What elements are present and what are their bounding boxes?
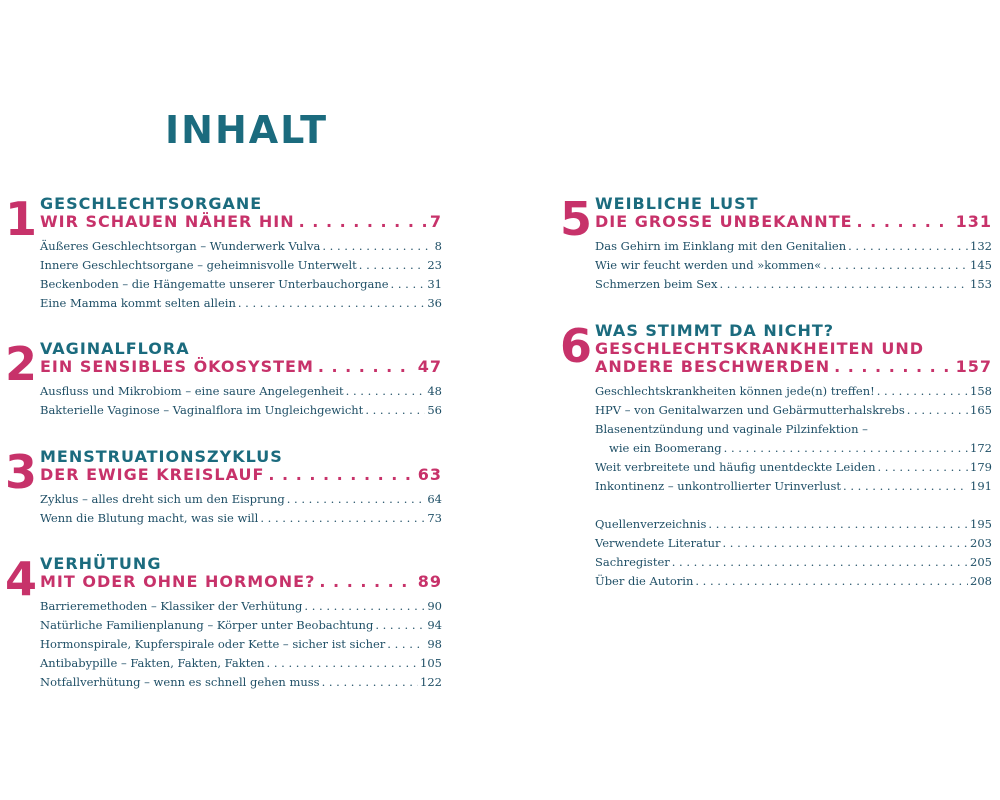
chapter-subtitle: DER EWIGE KREISLAUF: [40, 465, 265, 484]
dot-leader: [238, 294, 426, 313]
chapter-heading[interactable]: [40, 448, 442, 484]
chapter-title-line2: [595, 358, 992, 376]
entry-label: Wenn die Blutung macht, was sie will: [40, 511, 259, 525]
entry-page-number: 98: [427, 637, 442, 651]
chapter-entries: [40, 237, 442, 313]
toc-entry[interactable]: [40, 294, 442, 313]
entry-label: Das Gehirn im Einklang mit den Genitalien: [595, 239, 847, 253]
toc-entry[interactable]: [595, 237, 992, 256]
dot-leader: [695, 572, 968, 591]
toc-entry[interactable]: [40, 597, 442, 616]
entry-page-number: 31: [427, 277, 442, 291]
chapter-page-number: 7: [429, 212, 442, 231]
dot-leader: [724, 439, 968, 458]
chapter-title-line2: [40, 573, 442, 591]
dot-leader: [877, 382, 968, 401]
dot-leader: [823, 256, 968, 275]
dot-leader: [268, 466, 413, 484]
entry-page-number: 191: [970, 479, 992, 493]
chapter-heading[interactable]: [40, 555, 442, 591]
entry-label: Wie wir feucht werden und »kommen«: [595, 258, 822, 272]
dot-leader: [299, 213, 426, 231]
entry-page-number: 195: [970, 517, 992, 531]
toc-entry[interactable]: [595, 515, 992, 534]
dot-leader: [719, 275, 968, 294]
chapter-subtitle: MIT ODER OHNE HORMONE?: [40, 572, 316, 591]
entry-page-number: 90: [427, 599, 442, 613]
chapter-title-line1: GESCHLECHTSORGANE: [40, 194, 263, 213]
toc-entry[interactable]: [40, 256, 442, 275]
entry-label: Verwendete Literatur: [595, 536, 721, 550]
chapter-entries: [595, 382, 992, 496]
chapter-subtitle: EIN SENSIBLES ÖKOSYSTEM: [40, 357, 314, 376]
entry-page-number: 64: [427, 492, 442, 506]
chapter-number: 3: [5, 445, 38, 499]
dot-leader: [877, 458, 968, 477]
dot-leader: [708, 515, 968, 534]
entry-page-number: 23: [427, 258, 442, 272]
entry-label: Quellenverzeichnis: [595, 517, 707, 531]
chapter-heading[interactable]: [595, 322, 992, 376]
chapter-number: 2: [5, 337, 38, 391]
toc-entry[interactable]: [40, 616, 442, 635]
chapter-title-line1: VERHÜTUNG: [40, 554, 162, 573]
entry-label: Blasenentzündung und vaginale Pilzinfektion –: [595, 422, 868, 436]
chapter-entries: [40, 382, 442, 420]
chapter-number: 4: [5, 552, 38, 606]
dot-leader: [319, 573, 413, 591]
toc-entry[interactable]: [40, 275, 442, 294]
toc-entry[interactable]: [595, 275, 992, 294]
page-title: INHALT: [165, 108, 328, 152]
chapter-number: 6: [560, 319, 593, 373]
toc-entry[interactable]: [595, 572, 992, 591]
chapter-page-number: 131: [955, 212, 992, 231]
entry-page-number: 36: [427, 296, 442, 310]
entry-page-number: 153: [970, 277, 992, 291]
chapter-title-line1b: GESCHLECHTSKRANKHEITEN UND: [595, 339, 925, 358]
entry-page-number: 48: [427, 384, 442, 398]
entry-page-number: 73: [427, 511, 442, 525]
entry-label: HPV – von Genitalwarzen und Gebärmutterhalskrebs: [595, 403, 905, 417]
chapter-title-line2: [40, 358, 442, 376]
entry-label: Inkontinenz – unkontrollierter Urinverlust: [595, 479, 842, 493]
chapter-title-line2: [40, 466, 442, 484]
chapter-heading[interactable]: [40, 195, 442, 231]
dot-leader: [387, 635, 425, 654]
chapter-title-line2: [595, 213, 992, 231]
entry-label: Weit verbreitete und häufig unentdeckte Leiden: [595, 460, 876, 474]
chapter-title-line1: VAGINALFLORA: [40, 339, 190, 358]
chapter-subtitle: WIR SCHAUEN NÄHER HIN: [40, 212, 295, 231]
entry-label: Zyklus – alles dreht sich um den Eisprung: [40, 492, 285, 506]
dot-leader: [391, 275, 426, 294]
entry-page-number: 179: [970, 460, 992, 474]
dot-leader: [857, 213, 952, 231]
dot-leader: [672, 553, 968, 572]
chapter-entries: [40, 490, 442, 528]
dot-leader: [322, 673, 418, 692]
dot-leader: [260, 509, 425, 528]
dot-leader: [722, 534, 968, 553]
toc-entry[interactable]: [40, 382, 442, 401]
chapter-page-number: 47: [417, 357, 442, 376]
chapter-subtitle: DIE GROSSE UNBEKANNTE: [595, 212, 853, 231]
toc-entry[interactable]: [595, 420, 992, 439]
entry-label: Ausfluss und Mikrobiom – eine saure Angelegenheit: [40, 384, 344, 398]
toc-entry[interactable]: [595, 439, 992, 458]
chapter-number: 5: [560, 192, 593, 246]
entry-page-number: 8: [434, 239, 442, 253]
toc-entry[interactable]: [40, 654, 442, 673]
toc-entry[interactable]: [595, 458, 992, 477]
dot-leader: [843, 477, 968, 496]
chapter-title-line1: WEIBLICHE LUST: [595, 194, 759, 213]
chapter-entries: [40, 597, 442, 692]
dot-leader: [318, 358, 414, 376]
toc-entry[interactable]: [40, 673, 442, 692]
dot-leader: [287, 490, 426, 509]
entry-page-number: 105: [420, 656, 442, 670]
entry-label: Bakterielle Vaginose – Vaginalflora im Ungleichgewicht: [40, 403, 364, 417]
chapter-heading[interactable]: [595, 195, 992, 231]
entry-label: Sachregister: [595, 555, 670, 569]
toc-entry[interactable]: [40, 237, 442, 256]
toc-entry[interactable]: [40, 635, 442, 654]
chapter-title-line1: WAS STIMMT DA NICHT?: [595, 321, 835, 340]
entry-page-number: 56: [427, 403, 442, 417]
entry-page-number: 132: [970, 239, 992, 253]
toc-entry[interactable]: [595, 534, 992, 553]
dot-leader: [267, 654, 419, 673]
chapter-page-number: 63: [417, 465, 442, 484]
chapter-title-line1: MENSTRUATIONSZYKLUS: [40, 447, 283, 466]
entry-page-number: 94: [427, 618, 442, 632]
chapter-heading[interactable]: [40, 340, 442, 376]
appendix-entries: [595, 515, 992, 591]
entry-page-number: 145: [970, 258, 992, 272]
entry-page-number: 158: [970, 384, 992, 398]
dot-leader: [359, 256, 426, 275]
dot-leader: [907, 401, 968, 420]
toc-entry[interactable]: [595, 401, 992, 420]
toc-entry[interactable]: [595, 553, 992, 572]
entry-label: Geschlechtskrankheiten können jede(n) treffen!: [595, 384, 875, 398]
toc-entry[interactable]: [595, 382, 992, 401]
entry-label: Antibabypille – Fakten, Fakten, Fakten: [40, 656, 265, 670]
dot-leader: [848, 237, 968, 256]
entry-page-number: 122: [420, 675, 442, 689]
dot-leader: [346, 382, 426, 401]
dot-leader: [365, 401, 425, 420]
entry-label: wie ein Boomerang: [609, 441, 722, 455]
chapter-subtitle: ANDERE BESCHWERDEN: [595, 357, 831, 376]
entry-label: Barrieremethoden – Klassiker der Verhütung: [40, 599, 303, 613]
entry-label: Über die Autorin: [595, 574, 694, 588]
chapter-number: 1: [5, 192, 38, 246]
entry-page-number: 203: [970, 536, 992, 550]
toc-entry[interactable]: [40, 509, 442, 528]
dot-leader: [304, 597, 425, 616]
entry-label: Äußeres Geschlechtsorgan – Wunderwerk Vulva: [40, 239, 321, 253]
toc-entry[interactable]: [595, 477, 992, 496]
entry-label: Notfallverhütung – wenn es schnell gehen muss: [40, 675, 320, 689]
entry-label: Natürliche Familienplanung – Körper unter Beobachtung: [40, 618, 374, 632]
chapter-title-line2: [40, 213, 442, 231]
chapter-page-number: 89: [417, 572, 442, 591]
dot-leader: [834, 358, 952, 376]
toc-entry[interactable]: [595, 256, 992, 275]
entry-page-number: 165: [970, 403, 992, 417]
entry-page-number: 205: [970, 555, 992, 569]
toc-entry[interactable]: [40, 490, 442, 509]
chapter-page-number: 157: [955, 357, 992, 376]
entry-label: Beckenboden – die Hängematte unserer Unterbauchorgane: [40, 277, 389, 291]
entry-page-number: 172: [970, 441, 992, 455]
entry-label: Schmerzen beim Sex: [595, 277, 718, 291]
toc-entry[interactable]: [40, 401, 442, 420]
chapter-entries: [595, 237, 992, 294]
entry-label: Innere Geschlechtsorgane – geheimnisvolle Unterwelt: [40, 258, 357, 272]
dot-leader: [375, 616, 425, 635]
entry-page-number: 208: [970, 574, 992, 588]
dot-leader: [322, 237, 432, 256]
entry-label: Hormonspirale, Kupferspirale oder Kette – sicher ist sicher: [40, 637, 386, 651]
entry-label: Eine Mamma kommt selten allein: [40, 296, 236, 310]
